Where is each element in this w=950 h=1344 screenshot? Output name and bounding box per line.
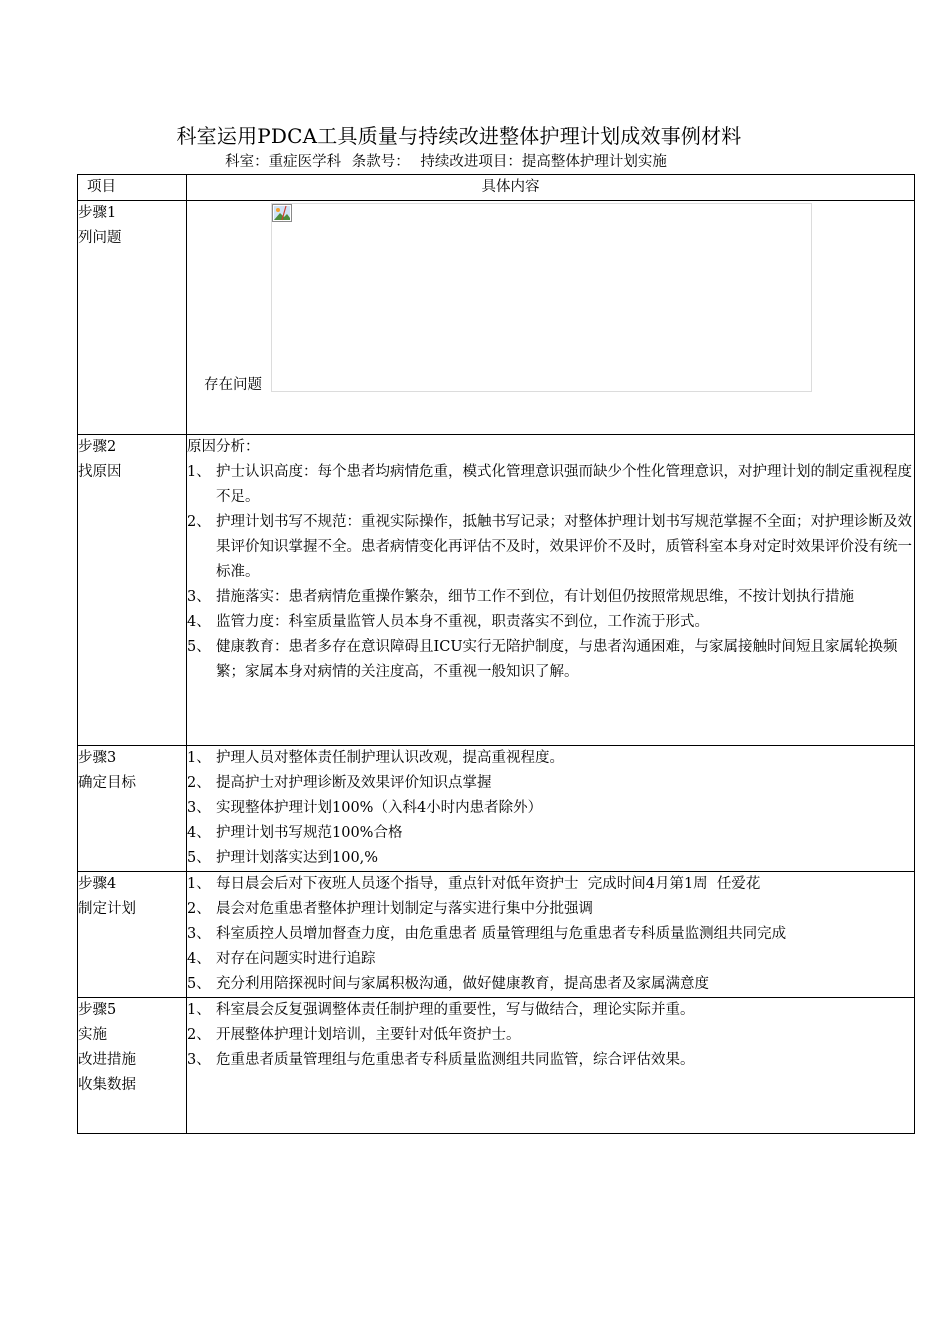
item-text: 晨会对危重患者整体护理计划制定与落实进行集中分批强调 bbox=[216, 901, 593, 917]
item-text: 危重患者质量管理组与危重患者专科质量监测组共同监管，综合评估效果。 bbox=[216, 1052, 695, 1068]
step2-label-line: 找原因 bbox=[78, 464, 122, 480]
item-number: 1、 bbox=[187, 464, 211, 480]
step2-content bbox=[187, 435, 915, 746]
item-text: 科室质控人员增加督查力度，由危重患者 质量管理组与危重患者专科质量监测组共同完成 bbox=[216, 926, 787, 942]
step5-label-line: 改进措施 bbox=[78, 1052, 136, 1068]
list-item bbox=[187, 972, 914, 997]
item-text: 提高护士对护理诊断及效果评价知识点掌握 bbox=[216, 775, 492, 791]
step4-label-line: 步骤4 bbox=[78, 876, 117, 892]
step5-row bbox=[78, 998, 915, 1134]
list-item bbox=[187, 746, 914, 771]
list-item bbox=[187, 796, 914, 821]
item-number: 5、 bbox=[187, 976, 211, 992]
issue-label: 存在问题 bbox=[204, 377, 262, 393]
header-item: 项目 bbox=[78, 175, 187, 201]
subtitle-clause: 条款号： bbox=[351, 154, 410, 170]
step5-label-line: 收集数据 bbox=[78, 1077, 136, 1093]
item-number: 2、 bbox=[187, 514, 211, 530]
step4-label bbox=[78, 872, 187, 998]
subtitle-dept: 科室：重症医学科 bbox=[225, 154, 342, 170]
step2-label-line: 步骤2 bbox=[78, 439, 117, 455]
list-item bbox=[187, 585, 914, 610]
list-item bbox=[187, 510, 914, 585]
item-number: 5、 bbox=[187, 639, 211, 655]
step3-label-line: 确定目标 bbox=[78, 775, 136, 791]
broken-image-icon bbox=[272, 204, 292, 222]
list-item bbox=[187, 1048, 914, 1073]
item-number: 2、 bbox=[187, 775, 211, 791]
problem-image-frame bbox=[271, 203, 812, 392]
item-text: 科室晨会反复强调整体责任制护理的重要性，写与做结合，理论实际并重。 bbox=[216, 1002, 695, 1018]
step1-row bbox=[78, 201, 915, 435]
list-item bbox=[187, 998, 914, 1023]
list-item bbox=[187, 771, 914, 796]
item-text: 护理人员对整体责任制护理认识改观，提高重视程度。 bbox=[216, 750, 564, 766]
step3-label-line: 步骤3 bbox=[78, 750, 117, 766]
list-item bbox=[187, 635, 914, 685]
cause-analysis-intro: 原因分析： bbox=[187, 439, 260, 455]
item-text: 实现整体护理计划100%（入科4小时内患者除外） bbox=[216, 800, 543, 816]
step4-label-line: 制定计划 bbox=[78, 901, 136, 917]
item-number: 4、 bbox=[187, 614, 211, 630]
list-item bbox=[187, 947, 914, 972]
document-subtitle bbox=[0, 150, 892, 171]
item-text: 每日晨会后对下夜班人员逐个指导，重点针对低年资护士 完成时间4月第1周 任爱花 bbox=[216, 876, 761, 892]
table-header-row bbox=[78, 175, 915, 201]
item-number: 2、 bbox=[187, 1027, 211, 1043]
step1-label bbox=[78, 201, 187, 435]
step4-content bbox=[187, 872, 915, 998]
item-text: 措施落实：患者病情危重操作繁杂，细节工作不到位，有计划但仍按照常规思维，不按计划执行措施 bbox=[216, 589, 854, 605]
item-text: 护理计划书写不规范：重视实际操作，抵触书写记录；对整体护理计划书写规范掌握不全面；对护理诊断及效果评价知识掌握不全。患者病情变化再评估不及时，效果评价不及时，质管科室本身对定时效果评价没有统一标准。 bbox=[216, 514, 912, 580]
step3-content bbox=[187, 746, 915, 872]
item-text: 监管力度：科室质量监管人员本身不重视，职责落实不到位，工作流于形式。 bbox=[216, 614, 709, 630]
pdca-table bbox=[77, 174, 915, 1134]
item-text: 护理计划落实达到100,% bbox=[216, 850, 379, 866]
subtitle-project: 持续改进项目：提高整体护理计划实施 bbox=[420, 154, 667, 170]
step2-row bbox=[78, 435, 915, 746]
step4-row bbox=[78, 872, 915, 998]
list-item bbox=[187, 897, 914, 922]
step1-label-line: 列问题 bbox=[78, 230, 122, 246]
item-number: 4、 bbox=[187, 825, 211, 841]
item-number: 3、 bbox=[187, 926, 211, 942]
item-number: 4、 bbox=[187, 951, 211, 967]
item-number: 2、 bbox=[187, 901, 211, 917]
list-item bbox=[187, 821, 914, 846]
item-number: 5、 bbox=[187, 850, 211, 866]
item-number: 3、 bbox=[187, 800, 211, 816]
list-item bbox=[187, 460, 914, 510]
step5-content bbox=[187, 998, 915, 1134]
list-item bbox=[187, 610, 914, 635]
list-item bbox=[187, 872, 914, 897]
item-number: 3、 bbox=[187, 1052, 211, 1068]
list-item bbox=[187, 1023, 914, 1048]
step5-label bbox=[78, 998, 187, 1134]
step2-label bbox=[78, 435, 187, 746]
document-title: 科室运用PDCA工具质量与持续改进整体护理计划成效事例材料 bbox=[176, 124, 742, 148]
step1-label-line: 步骤1 bbox=[78, 205, 117, 221]
item-number: 1、 bbox=[187, 876, 211, 892]
step5-label-line: 实施 bbox=[78, 1027, 107, 1043]
item-text: 护理计划书写规范100%合格 bbox=[216, 825, 403, 841]
list-item bbox=[187, 846, 914, 871]
item-text: 充分利用陪探视时间与家属积极沟通，做好健康教育，提高患者及家属满意度 bbox=[216, 976, 709, 992]
item-number: 1、 bbox=[187, 1002, 211, 1018]
item-number: 1、 bbox=[187, 750, 211, 766]
list-item bbox=[187, 922, 914, 947]
step3-row bbox=[78, 746, 915, 872]
item-number: 3、 bbox=[187, 589, 211, 605]
item-text: 健康教育：患者多存在意识障碍且ICU实行无陪护制度，与患者沟通困难，与家属接触时间短且家属轮换频繁；家属本身对病情的关注度高，不重视一般知识了解。 bbox=[216, 639, 898, 680]
step1-content bbox=[187, 201, 915, 435]
item-text: 开展整体护理计划培训，主要针对低年资护士。 bbox=[216, 1027, 521, 1043]
step3-label bbox=[78, 746, 187, 872]
item-text: 护士认识高度：每个患者均病情危重，模式化管理意识强而缺少个性化管理意识，对护理计划的制定重视程度不足。 bbox=[216, 464, 912, 505]
item-text: 对存在问题实时进行追踪 bbox=[216, 951, 376, 967]
header-content: 具体内容 bbox=[187, 175, 915, 201]
step5-label-line: 步骤5 bbox=[78, 1002, 117, 1018]
